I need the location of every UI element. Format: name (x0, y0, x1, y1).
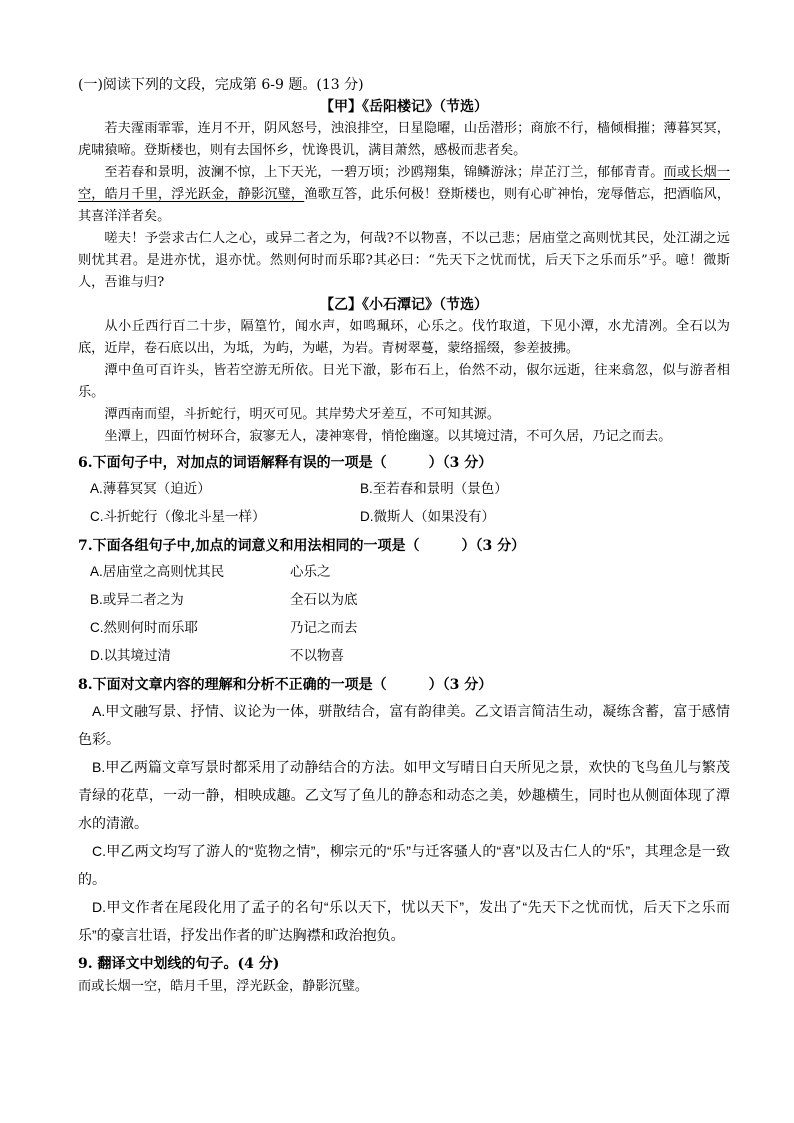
underlined-sentence: 而或长烟一空，皓月千里，浮光跃金，静影沉璧， (78, 165, 731, 202)
q7-option-c-left: C.然则何时而乐耶 (90, 620, 198, 635)
passage-b-title: 【乙】《小石潭记》（节选） (320, 297, 488, 313)
question-8-stem: 8.下面对文章内容的理解和分析不正确的一项是（ ）（3 分） (78, 677, 493, 693)
q6-option-b: B.至若春和景明（景色） (360, 481, 508, 496)
q7-option-d-left: D.以其境过清 (90, 648, 171, 663)
q7-option-d-right: 不以物喜 (290, 648, 344, 663)
passage-b-paragraph-3: 潭西南而望，斗折蛇行，明灭可见。其岸势犬牙差互，不可知其源。 (104, 407, 501, 422)
passage-b-paragraph-2: 潭中鱼可百许头，皆若空游无所依。日光下澈，影布石上，佁然不动，俶尔远逝，往来翕忽，似与游者相乐。 (78, 363, 730, 400)
question-6-options (78, 475, 730, 531)
q7-option-b-left: B.或异二者之为 (90, 592, 184, 607)
question-7-stem: 7.下面各组句子中,加点的词意义和用法相同的一项是（ ）（3 分） (78, 538, 526, 554)
passage-a-title: 【甲】《岳阳楼记》（节选） (320, 99, 488, 115)
passage-a-p2-lead: 至若春和景明，波澜不惊，上下天光，一碧万顷；沙鸥翔集，锦鳞游泳；岸芷汀兰，郁郁青青。 (104, 165, 664, 180)
section-heading: (一)阅读下列的文段，完成第 6-9 题。(13 分) (78, 77, 364, 93)
passage-a-paragraph-3: 嗟夫！予尝求古仁人之心，或异二者之为，何哉?不以物喜，不以己悲；居庙堂之高则忧其民，处江湖之远则忧其君。是进亦忧，退亦忧。然则何时而乐耶?其必曰：“先天下之忧而忧，后天下之乐而乐”乎。噫！微斯人，吾谁与归? (78, 231, 730, 290)
question-9-stem: 9. 翻译文中划线的句子。(4 分) (78, 956, 280, 972)
q6-option-c: C.斗折蛇行（像北斗星一样） (90, 509, 266, 524)
passage-a-p2-tail: 渔歌互答，此乐何极！登斯楼也，则有心旷神怡，宠辱偕忘，把酒临风，其喜洋洋者矣。 (78, 187, 731, 224)
q9-sentence: 而或长烟一空，皓月千里，浮光跃金，静影沉璧。 (78, 979, 369, 994)
q8-option-a: A.甲文融写景、抒情、议论为一体，骈散结合，富有韵律美。乙文语言简洁生动，凝练含蓄，富于感情色彩。 (78, 703, 730, 747)
q7-option-a-left: A.居庙堂之高则忧其民 (90, 564, 225, 579)
q7-option-a-right: 心乐之 (290, 564, 331, 579)
question-7-options (78, 558, 730, 670)
q7-option-b-right: 全石以为底 (290, 592, 358, 607)
q7-option-c-right: 乃记之而去 (290, 620, 358, 635)
passage-b-paragraph-1: 从小丘西行百二十步，隔篁竹，闻水声，如鸣珮环，心乐之。伐竹取道，下见小潭，水尤清冽。全石以为底，近岸，卷石底以出，为坻，为屿，为嵁，为岩。青树翠蔓，蒙络摇缀，参差披拂。 (78, 319, 730, 356)
passage-a-paragraph-2 (78, 162, 730, 228)
question-6-stem: 6.下面句子中，对加点的词语解释有误的一项是（ ）（3 分） (78, 455, 493, 471)
q8-option-d: D.甲文作者在尾段化用了孟子的名句“乐以天下，忧以天下”，发出了“先天下之忧而忧，后天下之乐而乐”的豪言壮语，抒发出作者的旷达胸襟和政治抱负。 (78, 899, 730, 943)
passage-a-paragraph-1: 若夫霪雨霏霏，连月不开，阴风怒号，浊浪排空，日星隐曜，山岳潜形；商旅不行，樯倾楫摧；薄暮冥冥，虎啸猿啼。登斯楼也，则有去国怀乡，忧谗畏讥，满目萧然，感极而悲者矣。 (78, 121, 730, 158)
q8-option-c: C.甲乙两文均写了游人的“览物之情”，柳宗元的“乐”与迁客骚人的“喜”以及古仁人的“乐”，其理念是一致的。 (78, 843, 730, 887)
exam-page (78, 74, 730, 998)
q8-option-b: B.甲乙两篇文章写景时都采用了动静结合的方法。如甲文写晴日白天所见之景，欢快的飞鸟鱼儿与繁茂青绿的花草，一动一静，相映成趣。乙文写了鱼儿的静态和动态之美，妙趣横生，同时也从侧面体现了潭水的清澈。 (78, 759, 730, 831)
q6-option-a: A.薄暮冥冥（迫近） (90, 481, 211, 496)
passage-b-paragraph-4: 坐潭上，四面竹树环合，寂寥无人，凄神寒骨，悄怆幽邃。以其境过清，不可久居，乃记之而去。 (104, 429, 672, 444)
q6-option-d: D.微斯人（如果没有） (360, 509, 495, 524)
